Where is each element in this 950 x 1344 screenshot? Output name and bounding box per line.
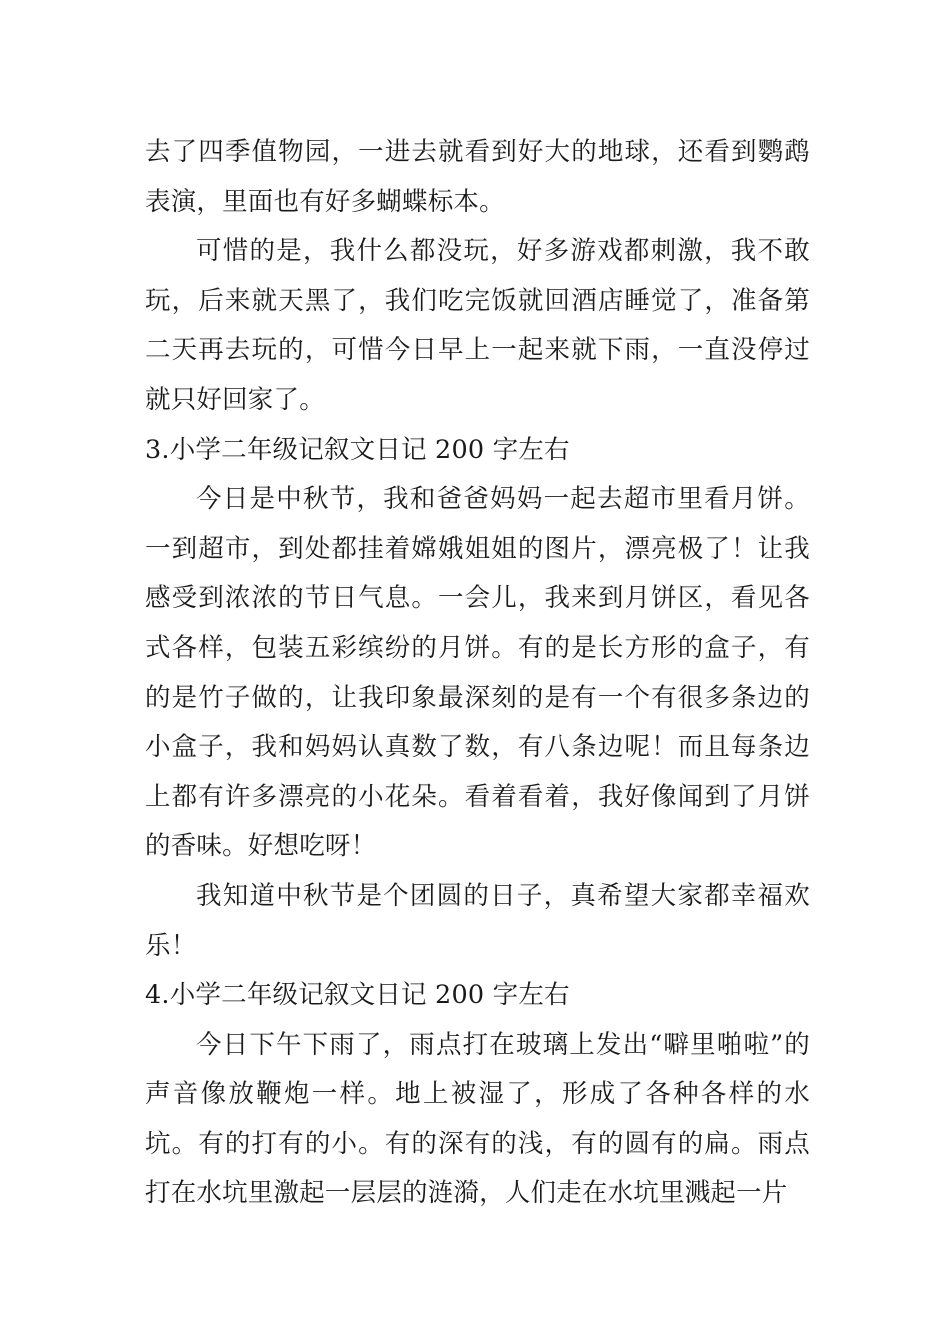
section-3-heading: 3.小学二年级记叙文日记 200 字左右 [145, 434, 570, 465]
section-4-paragraph-1: 今日下午下雨了，雨点打在玻璃上发出“噼里啪啦”的声音像放鞭炮一样。地上被湿了，形成了各种各样的水坑。有的打有的小。有的深有的浅，有的圆有的扁。雨点打在水坑里激起一层层的涟漪，人们走在水坑里溅起一片 [145, 1029, 810, 1209]
section-4-heading: 4.小学二年级记叙文日记 200 字左右 [145, 980, 570, 1011]
document-body [145, 128, 810, 1219]
section-3-paragraph-1: 今日是中秋节，我和爸爸妈妈一起去超市里看月饼。一到超市，到处都挂着嫦娥姐姐的图片，漂亮极了！让我感受到浓浓的节日气息。一会儿，我来到月饼区，看见各式各样，包装五彩缤纷的月饼。有的是长方形的盒子，有的是竹子做的，让我印象最深刻的是有一个有很多条边的小盒子，我和妈妈认真数了数，有八条边呢！而且每条边上都有许多漂亮的小花朵。看着看着，我好像闻到了月饼的香味。好想吃呀！ [145, 484, 810, 862]
section-3-paragraph-2: 我知道中秋节是个团圆的日子，真希望大家都幸福欢乐！ [145, 880, 810, 961]
paragraph-continued: 去了四季值物园，一进去就看到好大的地球，还看到鹦鹉表演，里面也有好多蝴蝶标本。 [145, 137, 810, 217]
paragraph-regret: 可惜的是，我什么都没玩，好多游戏都刺激，我不敢玩，后来就天黑了，我们吃完饭就回酒店睡觉了，准备第二天再去玩的，可惜今日早上一起来就下雨，一直没停过就只好回家了。 [145, 236, 810, 415]
